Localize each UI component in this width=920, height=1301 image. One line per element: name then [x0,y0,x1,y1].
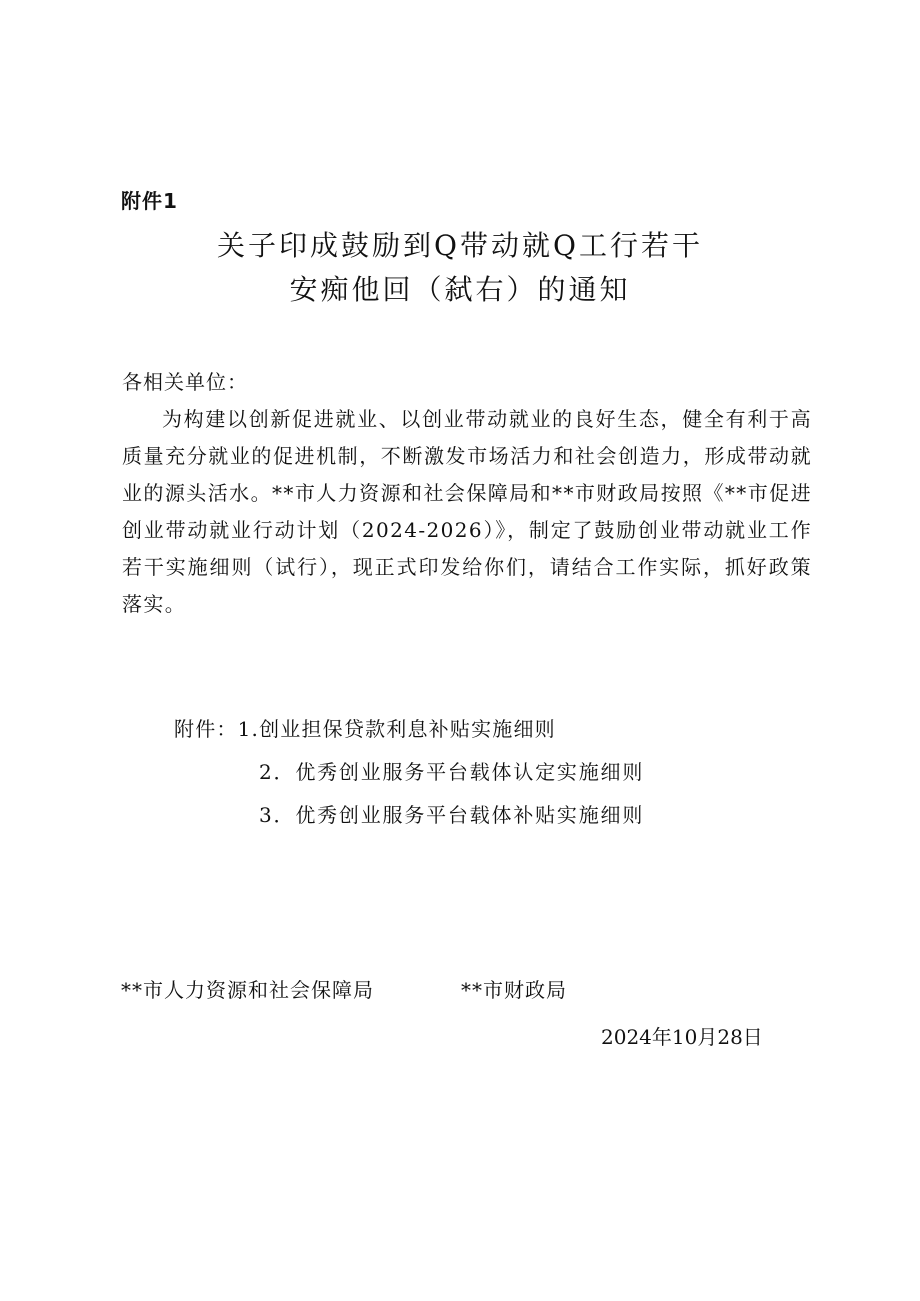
issue-date: 2024年10月28日 [601,1025,763,1049]
enclosure-item-1: 附件：1.创业担保贷款利息补贴实施细则 [174,717,556,741]
document-title-line-2: 安痴他回（弑右）的通知 [289,273,631,306]
issuer-hr-bureau: **市人力资源和社会保障局 [121,978,374,1002]
salutation: 各相关单位： [122,370,248,394]
issuer-finance-bureau: **市财政局 [461,978,567,1002]
attachment-label: 附件1 [121,189,178,213]
enclosure-item-2: 2．优秀创业服务平台载体认定实施细则 [259,760,645,784]
enclosure-item-3: 3．优秀创业服务平台载体补贴实施细则 [259,803,645,827]
document-title-line-1: 关子印成鼓励到Q带动就Q工行若干 [217,229,703,262]
body-paragraph: 为构建以创新促进就业、以创业带动就业的良好生态，健全有利于高质量充分就业的促进机制，不断激发市场活力和社会创造力，形成带动就业的源头活水。**市人力资源和社会保障局和**市财政局按照《**市促进创业带动就业行动计划（2024-2026）》，制定了鼓励创业带动就业工作若干实施细则（试行），现正式印发给你们，请结合工作实际，抓好政策落实。 [122,407,812,616]
